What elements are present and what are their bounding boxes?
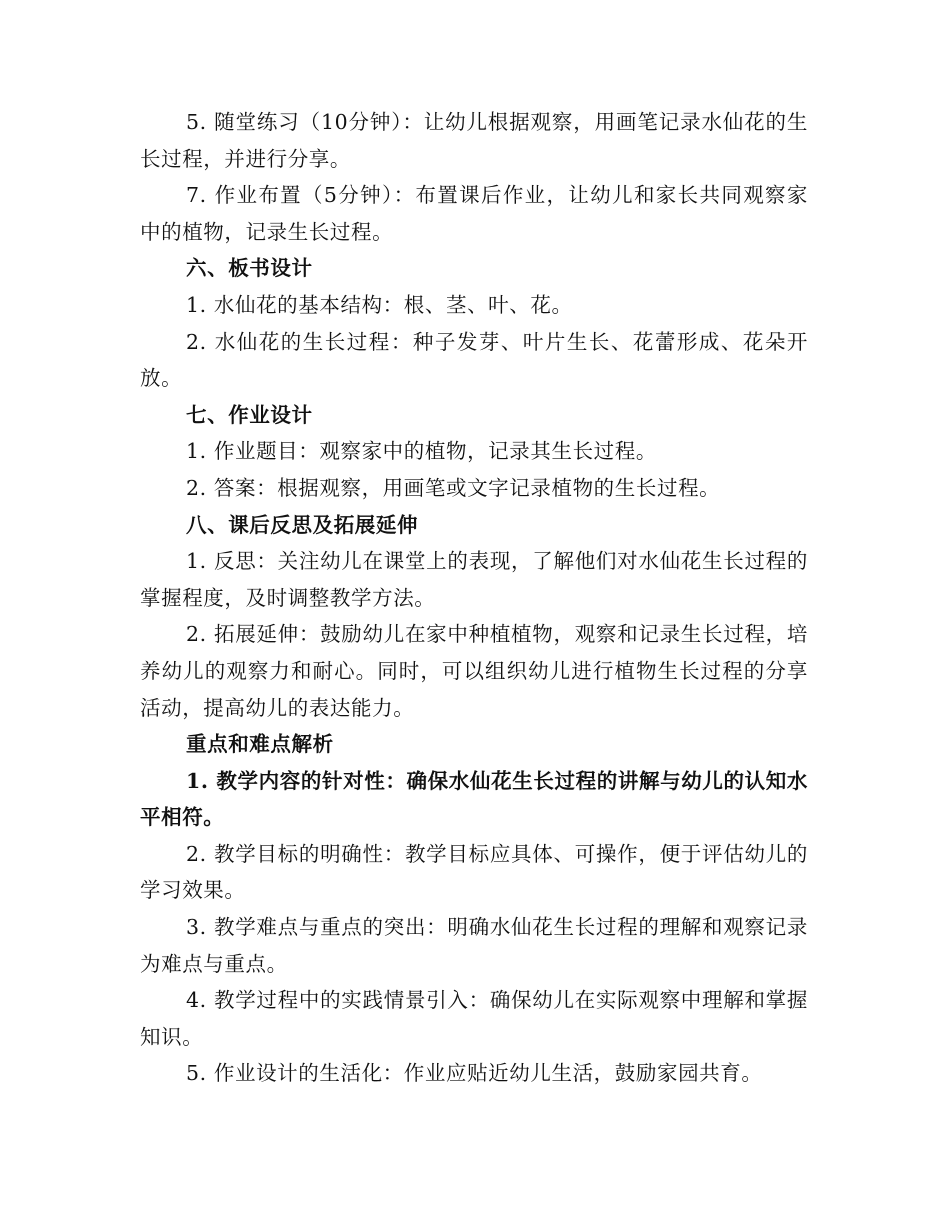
paragraph-homework-assign: 7. 作业布置（5分钟）：布置课后作业，让幼儿和家长共同观察家中的植物，记录生长过程。 bbox=[140, 183, 808, 244]
paragraph-key-point-3: 3. 教学难点与重点的突出：明确水仙花生长过程的理解和观察记录为难点与重点。 bbox=[140, 915, 808, 976]
paragraph-key-point-2: 2. 教学目标的明确性：教学目标应具体、可操作，便于评估幼儿的学习效果。 bbox=[140, 841, 808, 903]
section-heading-board-design: 六、板书设计 bbox=[186, 256, 313, 281]
paragraph-key-point-1: 1. 教学内容的针对性：确保水仙花生长过程的讲解与幼儿的认知水平相符。 bbox=[140, 768, 808, 830]
paragraph-key-point-4: 4. 教学过程中的实践情景引入：确保幼儿在实际观察中理解和掌握知识。 bbox=[140, 988, 808, 1049]
paragraph-board-structure: 1. 水仙花的基本结构：根、茎、叶、花。 bbox=[186, 292, 573, 317]
paragraph-homework-answer: 2. 答案：根据观察，用画笔或文字记录植物的生长过程。 bbox=[186, 475, 721, 500]
document-body bbox=[140, 104, 808, 1092]
section-heading-key-points: 重点和难点解析 bbox=[186, 732, 334, 757]
section-heading-reflection: 八、课后反思及拓展延伸 bbox=[186, 512, 419, 537]
paragraph-reflection: 1. 反思：关注幼儿在课堂上的表现，了解他们对水仙花生长过程的掌握程度，及时调整教学方法。 bbox=[140, 549, 808, 610]
paragraph-key-point-5: 5. 作业设计的生活化：作业应贴近幼儿生活，鼓励家园共育。 bbox=[186, 1061, 763, 1086]
paragraph-extension: 2. 拓展延伸：鼓励幼儿在家中种植植物，观察和记录生长过程，培养幼儿的观察力和耐心。同时，可以组织幼儿进行植物生长过程的分享活动，提高幼儿的表达能力。 bbox=[140, 622, 808, 720]
section-heading-homework-design: 七、作业设计 bbox=[186, 402, 313, 427]
paragraph-practice: 5. 随堂练习（10分钟）：让幼儿根据观察，用画笔记录水仙花的生长过程，并进行分享。 bbox=[140, 110, 808, 171]
paragraph-board-growth: 2. 水仙花的生长过程：种子发芽、叶片生长、花蕾形成、花朵开放。 bbox=[140, 329, 808, 391]
paragraph-homework-topic: 1. 作业题目：观察家中的植物，记录其生长过程。 bbox=[186, 439, 657, 464]
